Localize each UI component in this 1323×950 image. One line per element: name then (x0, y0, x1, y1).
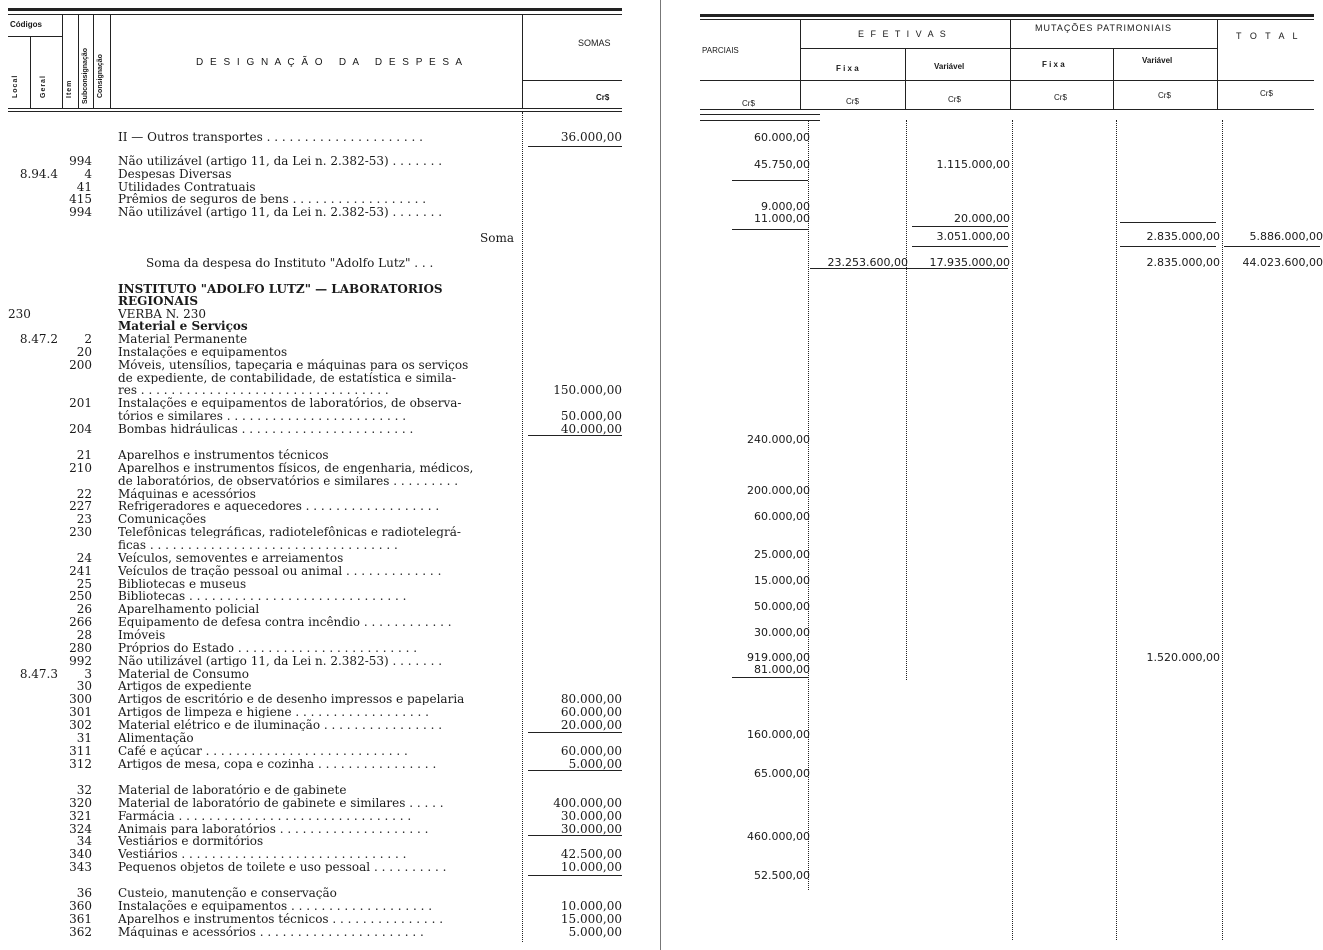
expense-amount: 10.000,00 (560, 860, 622, 874)
item-code: 25 (76, 577, 92, 591)
expense-amount: 5.000,00 (568, 757, 622, 771)
mutacoes-variavel-header: Variável (1142, 56, 1173, 65)
expense-amount: 400.000,00 (553, 796, 622, 810)
expense-description: Artigos de expediente (118, 680, 252, 692)
mutacoes-variavel-amount: 2.835.000,00 (1146, 256, 1220, 269)
expense-row (0, 603, 660, 615)
expense-amount: 20.000,00 (560, 718, 622, 732)
item-code: 361 (69, 912, 92, 926)
mutacoes-header: MUTAÇÕES PATRIMONIAIS (1035, 23, 1173, 33)
expense-description: Aparelhamento policial (118, 603, 260, 615)
mutacoes-fixa-header: F i x a (1042, 60, 1065, 69)
sum-rule (732, 229, 808, 230)
item-code: 26 (76, 602, 92, 616)
expense-description: Pequenos objetos de toilete e uso pessoal . . . . . . . . . . (118, 861, 447, 873)
somas-rule (522, 80, 622, 81)
page-gutter (660, 0, 661, 950)
expense-description: II — Outros transportes . . . . . . . . . . . . . . . . . . . . . (118, 131, 423, 143)
item-code: 300 (69, 692, 92, 706)
somas-currency: Cr$ (596, 93, 610, 102)
sum-rule (1120, 222, 1216, 223)
expense-amount: 40.000,00 (560, 422, 622, 436)
expense-description: Custeio, manutenção e conservação (118, 887, 337, 899)
expense-row (0, 926, 660, 938)
item-code: 24 (76, 551, 92, 565)
expense-row (0, 655, 660, 667)
parciais-amount: 45.750,00 (754, 158, 810, 171)
item-code: 302 (69, 718, 92, 732)
header-bottom-rule-2 (700, 114, 820, 115)
total-amount: 44.023.600,00 (1242, 256, 1323, 269)
mp-variavel-rule (1116, 120, 1117, 940)
expense-description: Despesas Diversas (118, 168, 232, 180)
expense-row (0, 668, 660, 680)
expense-amount: 60.000,00 (560, 705, 622, 719)
col-rule (1010, 19, 1011, 109)
item-code: 23 (76, 512, 92, 526)
expense-row (0, 449, 660, 461)
sum-rule (912, 246, 1008, 247)
item-label: Item (66, 79, 73, 98)
item-code: 324 (69, 822, 92, 836)
consignacao-label: Consignação (97, 54, 104, 98)
group-rule (800, 48, 1217, 49)
expense-description: Não utilizável (artigo 11, da Lei n. 2.382-53) . . . . . . . (118, 206, 443, 218)
expense-description: Artigos de limpeza e higiene . . . . . . . . . . . . . . . . . . (118, 706, 429, 718)
total-header: T O T A L (1236, 31, 1301, 41)
body-top-rule (700, 120, 820, 121)
col-rule (93, 14, 94, 108)
item-code: 250 (69, 589, 92, 603)
top-rule-thin (8, 14, 622, 15)
expense-description: Vestiários e dormitórios (118, 835, 264, 847)
top-rule (8, 8, 622, 11)
expense-row (0, 590, 660, 602)
subconsignacao-label: Subconsignação (82, 47, 89, 104)
expense-amount: 60.000,00 (560, 744, 622, 758)
efetivas-fixa-header: F i x a (836, 64, 859, 73)
expense-description: Instalações e equipamentos de laboratórios, de observa- (118, 397, 462, 409)
expense-row (0, 784, 660, 796)
efetivas-header: E F E T I V A S (858, 29, 948, 39)
expense-row (0, 155, 660, 167)
parciais-amount: 65.000,00 (754, 767, 810, 780)
efetivas-fixa-amount: 23.253.600,00 (827, 256, 908, 269)
local-code: 230 (8, 307, 31, 321)
parciais-amount: 25.000,00 (754, 548, 810, 561)
expense-description: Alimentação (118, 732, 194, 744)
header-bottom-rule-2 (8, 111, 622, 112)
expense-row (0, 539, 660, 551)
item-code: 22 (76, 487, 92, 501)
expense-description: Material elétrico e de iluminação . . . . . . . . . . . . . . . . (118, 719, 443, 731)
parciais-amount: 919.000,00 (747, 651, 810, 664)
expense-amount: 10.000,00 (560, 899, 622, 913)
item-code: 201 (69, 396, 92, 410)
col-rule (522, 14, 523, 108)
item-code: 20 (76, 345, 92, 359)
sum-rule (732, 677, 808, 678)
expense-row (0, 693, 660, 705)
expense-description: Equipamento de defesa contra incêndio . . . . . . . . . . . . (118, 616, 452, 628)
expense-row (0, 797, 660, 809)
efetivas-variavel-amount: 1.115.000,00 (936, 158, 1010, 171)
expense-row (0, 295, 660, 307)
ef-variavel-currency: Cr$ (948, 95, 961, 104)
expense-description: INSTITUTO "ADOLFO LUTZ" — LABORATÓRIOS (118, 283, 443, 295)
sum-rule (1224, 246, 1320, 247)
expense-row (0, 359, 660, 371)
expense-row (0, 616, 660, 628)
parciais-amount: 240.000,00 (747, 433, 810, 446)
expense-description: Animais para laboratórios . . . . . . . . . . . . . . . . . . . . (118, 823, 429, 835)
expense-description: Aparelhos e instrumentos técnicos (118, 449, 329, 461)
local-label: Local (12, 74, 19, 98)
expense-description: Utilidades Contratuais (118, 181, 256, 193)
expense-row (0, 913, 660, 925)
item-code: 36 (76, 886, 92, 900)
expense-amount: 36.000,00 (560, 130, 622, 144)
expense-description: Artigos de escritório e de desenho impressos e papelaria (118, 693, 465, 705)
parciais-currency: Cr$ (742, 99, 755, 108)
expense-row (0, 758, 660, 770)
expense-row (0, 578, 660, 590)
item-code: 204 (69, 422, 92, 436)
expense-row (0, 384, 660, 396)
expense-amount: 15.000,00 (560, 912, 622, 926)
header-bottom-rule (8, 108, 622, 109)
geral-label: Geral (40, 75, 47, 98)
expense-description: Material de laboratório de gabinete e similares . . . . . (118, 797, 444, 809)
expense-description: Não utilizável (artigo 11, da Lei n. 2.382-53) . . . . . . . (118, 155, 443, 167)
mutacoes-variavel-amount: 1.520.000,00 (1146, 651, 1220, 664)
expense-description: Material Permanente (118, 333, 248, 345)
item-code: 280 (69, 641, 92, 655)
item-code: 21 (76, 448, 92, 462)
expense-amount: 150.000,00 (553, 383, 622, 397)
expense-description: REGIONAIS (118, 295, 198, 307)
expense-description: Prêmios de seguros de bens . . . . . . . . . . . . . . . . . . (118, 193, 427, 205)
expense-row (0, 308, 660, 320)
expense-description: Veículos de tração pessoal ou animal . . . . . . . . . . . . . (118, 565, 442, 577)
col-rule (110, 14, 111, 108)
expense-row (0, 423, 660, 435)
item-code: 3 (84, 667, 92, 681)
expense-description: Material e Serviços (118, 320, 248, 332)
parciais-amount: 11.000,00 (754, 212, 810, 225)
expense-description: Café e açúcar . . . . . . . . . . . . . . . . . . . . . . . . . . . (118, 745, 408, 757)
item-code: 415 (69, 192, 92, 206)
expense-description: Instalações e equipamentos (118, 346, 288, 358)
item-code: 340 (69, 847, 92, 861)
expense-description: Instalações e equipamentos . . . . . . . . . . . . . . . . . . . (118, 900, 433, 912)
item-code: 320 (69, 796, 92, 810)
expense-row (0, 900, 660, 912)
expense-row (0, 706, 660, 718)
expense-description: Vestiários . . . . . . . . . . . . . . . . . . . . . . . . . . . . . . (118, 848, 407, 860)
item-code: 266 (69, 615, 92, 629)
expense-amount: 30.000,00 (560, 809, 622, 823)
mp-fixa-currency: Cr$ (1054, 93, 1067, 102)
expense-description: Móveis, utensílios, tapeçaria e máquinas para os serviços (118, 359, 469, 371)
expense-row (0, 181, 660, 193)
expense-description: Próprios do Estado . . . . . . . . . . . . . . . . . . . . . . . . (118, 642, 418, 654)
parciais-amount: 60.000,00 (754, 510, 810, 523)
total-currency: Cr$ (1260, 89, 1273, 98)
expense-description: Aparelhos e instrumentos técnicos . . . . . . . . . . . . . . . (118, 913, 444, 925)
parciais-amount: 160.000,00 (747, 728, 810, 741)
item-code: 362 (69, 925, 92, 939)
expense-row (0, 835, 660, 847)
expense-row (0, 475, 660, 487)
expense-row (0, 823, 660, 835)
expense-description: Artigos de mesa, copa e cozinha . . . . . . . . . . . . . . . . (118, 758, 437, 770)
sum-rule (732, 180, 808, 181)
parciais-amount: 50.000,00 (754, 600, 810, 613)
parciais-amount: 15.000,00 (754, 574, 810, 587)
expense-row (0, 462, 660, 474)
expense-amount: 50.000,00 (560, 409, 622, 423)
geral-code: 8.94.4 (19, 167, 58, 181)
parciais-amount: 9.000,00 (761, 200, 810, 213)
col-rule (62, 14, 63, 108)
expense-description: Máquinas e acessórios . . . . . . . . . . . . . . . . . . . . . . (118, 926, 424, 938)
item-code: 321 (69, 809, 92, 823)
expense-description: res . . . . . . . . . . . . . . . . . . . . . . . . . . . . . . . . . (118, 384, 389, 396)
efetivas-rule (906, 120, 907, 680)
item-code: 992 (69, 654, 92, 668)
expense-description: de laboratórios, de observatórios e similares . . . . . . . . . (118, 475, 459, 487)
somas-header: SOMAS (578, 38, 611, 48)
codigos-label: Códigos (10, 20, 42, 29)
expense-row (0, 810, 660, 822)
expense-description: Veículos, semoventes e arreiamentos (118, 552, 344, 564)
mutacoes-rule (1012, 120, 1013, 940)
item-code: 200 (69, 358, 92, 372)
parciais-amount: 81.000,00 (754, 663, 810, 676)
parciais-amount: 60.000,00 (754, 131, 810, 144)
geral-code: 8.47.2 (19, 332, 58, 346)
expense-description: ficas . . . . . . . . . . . . . . . . . . . . . . . . . . . . . . . . . (118, 539, 398, 551)
expense-amount: 30.000,00 (560, 822, 622, 836)
expense-description: Bombas hidráulicas . . . . . . . . . . . . . . . . . . . . . . . (118, 423, 414, 435)
expense-row (0, 320, 660, 332)
expense-row (0, 500, 660, 512)
expense-row (0, 848, 660, 860)
item-code: 227 (69, 499, 92, 513)
expense-row (0, 732, 660, 744)
expense-row (0, 861, 660, 873)
expense-row (0, 887, 660, 899)
expense-row (0, 488, 660, 500)
expense-description: Bibliotecas . . . . . . . . . . . . . . . . . . . . . . . . . . . . . (118, 590, 407, 602)
subtotal-label: Soma (480, 232, 514, 244)
item-code: 210 (69, 461, 92, 475)
item-code: 32 (76, 783, 92, 797)
col-rule (905, 48, 906, 109)
expense-description: Refrigeradores e aquecedores . . . . . . . . . . . . . . . . . . (118, 500, 440, 512)
parciais-header: PARCIAIS (702, 46, 739, 55)
parciais-amount: 460.000,00 (747, 830, 810, 843)
sum-rule (1120, 246, 1216, 247)
expense-row (0, 168, 660, 180)
col-rule (1217, 19, 1218, 109)
expense-row (0, 642, 660, 654)
item-code: 2 (84, 332, 92, 346)
item-code: 30 (76, 679, 92, 693)
efetivas-variavel-amount: 20.000,00 (954, 212, 1010, 225)
expense-description: Máquinas e acessórios (118, 488, 256, 500)
expense-description: Não utilizável (artigo 11, da Lei n. 2.382-53) . . . . . . . (118, 655, 443, 667)
col-rule (30, 36, 31, 108)
item-code: 31 (76, 731, 92, 745)
total-amount: 5.886.000,00 (1249, 230, 1323, 243)
expense-row (0, 232, 660, 244)
expense-description: Aparelhos e instrumentos físicos, de engenharia, médicos, (118, 462, 474, 474)
expense-row (0, 397, 660, 409)
expense-description: Soma da despesa do Instituto "Adolfo Lutz" . . . (146, 257, 434, 269)
parciais-amount: 200.000,00 (747, 484, 810, 497)
item-code: 301 (69, 705, 92, 719)
mp-variavel-currency: Cr$ (1158, 91, 1171, 100)
ef-fixa-currency: Cr$ (846, 97, 859, 106)
expense-description: Material de Consumo (118, 668, 249, 680)
expense-description: VERBA N. 230 (118, 308, 207, 320)
expense-description: Telefônicas telegráficas, radiotelefônicas e radiotelegrá- (118, 526, 461, 538)
geral-code: 8.47.3 (19, 667, 58, 681)
sum-rule (528, 146, 622, 147)
expense-row (0, 552, 660, 564)
item-code: 241 (69, 564, 92, 578)
item-code: 312 (69, 757, 92, 771)
efetivas-variavel-amount: 17.935.000,00 (929, 256, 1010, 269)
item-code: 360 (69, 899, 92, 913)
expense-row (0, 745, 660, 757)
item-code: 343 (69, 860, 92, 874)
header-bottom-rule (700, 109, 1314, 110)
expense-description: Imóveis (118, 629, 166, 641)
expense-row (0, 346, 660, 358)
right-page (662, 0, 1323, 950)
expense-row (0, 719, 660, 731)
efetivas-variavel-amount: 3.051.000,00 (936, 230, 1010, 243)
left-page (0, 0, 660, 950)
item-code: 311 (69, 744, 92, 758)
item-code: 994 (69, 205, 92, 219)
expense-row (0, 206, 660, 218)
expense-row (0, 629, 660, 641)
expense-row (0, 680, 660, 692)
expense-row (0, 283, 660, 295)
item-code: 34 (76, 834, 92, 848)
expense-description: Farmácia . . . . . . . . . . . . . . . . . . . . . . . . . . . . . . . (118, 810, 412, 822)
expense-row (0, 131, 660, 143)
expense-row (0, 333, 660, 345)
mutacoes-variavel-amount: 2.835.000,00 (1146, 230, 1220, 243)
expense-description: Bibliotecas e museus (118, 578, 247, 590)
expense-amount: 42.500,00 (560, 847, 622, 861)
designacao-header: D E S I G N A Ç Ã O D A D E S P E S A (196, 57, 464, 68)
efetivas-variavel-header: Variável (934, 62, 965, 71)
col-rule (78, 14, 79, 108)
item-code: 994 (69, 154, 92, 168)
item-code: 4 (84, 167, 92, 181)
expense-description: de expediente, de contabilidade, de estatística e simila- (118, 372, 457, 384)
sum-rule (912, 226, 1008, 227)
expense-amount: 5.000,00 (568, 925, 622, 939)
sub-rule (700, 80, 1314, 81)
expense-description: Material de laboratório e de gabinete (118, 784, 347, 796)
top-rule-thin (700, 19, 1314, 20)
item-code: 28 (76, 628, 92, 642)
item-code: 230 (69, 525, 92, 539)
expense-row (0, 410, 660, 422)
expense-row (0, 526, 660, 538)
expense-amount: 80.000,00 (560, 692, 622, 706)
expense-row (0, 193, 660, 205)
total-rule (1222, 120, 1223, 940)
parciais-amount: 52.500,00 (754, 869, 810, 882)
expense-description: Comunicações (118, 513, 207, 525)
parciais-amount: 30.000,00 (754, 626, 810, 639)
col-rule (1113, 48, 1114, 109)
expense-description: tórios e similares . . . . . . . . . . . . . . . . . . . . . . . . (118, 410, 407, 422)
top-rule (700, 14, 1314, 17)
item-code: 41 (76, 180, 92, 194)
expense-row (0, 257, 660, 269)
expense-row (0, 565, 660, 577)
sum-rule (528, 875, 622, 876)
col-rule (800, 19, 801, 109)
codigos-rule (8, 36, 62, 37)
expense-row (0, 513, 660, 525)
